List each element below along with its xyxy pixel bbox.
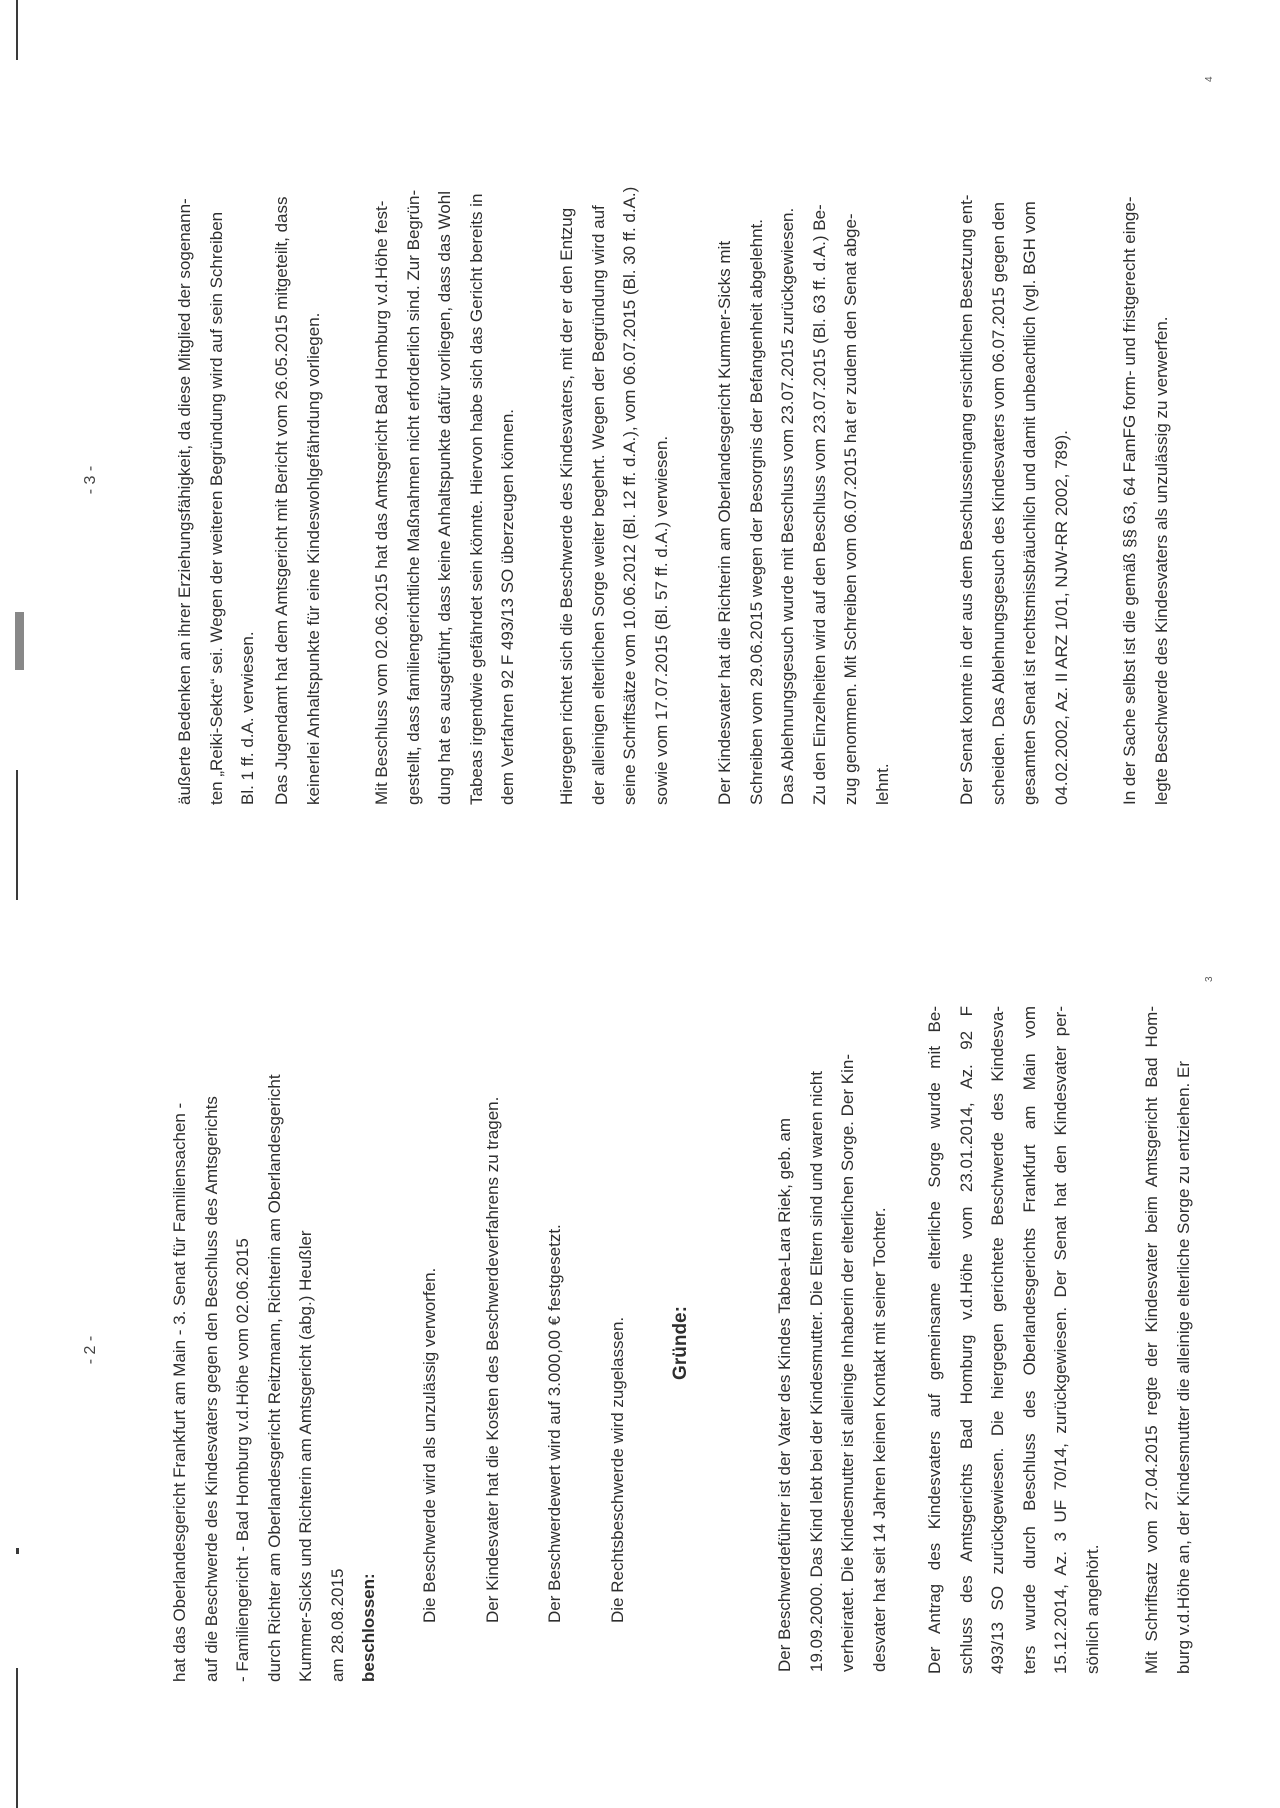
paragraph [477,1097,509,1623]
text-line: Der Beschwerdewert wird auf 3.000,00 € festgesetzt. [545,1224,564,1623]
text-line: - Familiengericht - Bad Homburg v.d.Höhe vom 02.06.2015 [233,1238,252,1682]
text-line: auf die Beschwerde des Kindesvaters gegen den Beschluss des Amtsgerichts [201,1096,221,1682]
paragraph [769,1054,895,1672]
paragraph [1136,1006,1199,1674]
text-line: 493/13 SO zurückgewiesen. Die hiergegen gerichtete Beschwerde des Kindesva- [988,1006,1007,1674]
paragraph [414,1268,446,1623]
text-line: Die Beschwerde wird als unzulässig verworfen. [420,1267,439,1623]
page-header: - 2 - [82,1335,99,1365]
text-line: Bl. 1 ff. d.A. verwiesen. [238,631,257,805]
text-line: keinerlei Anhaltspunkte für eine Kindeswohlgefährdung vorliegen. [303,312,323,805]
text-line: am 28.08.2015 [327,1568,347,1682]
paragraph [602,1317,634,1623]
text-line: der alleinigen elterlichen Sorge weiter begehrt. Wegen der Begründung wird auf [588,205,608,805]
text-line: lehnt. [872,763,892,805]
text-line: Der Kindesvater hat die Richterin am Oberlandesgericht Kummer-Sicks mit [715,240,734,805]
paragraph [539,1224,571,1623]
text-line: durch Richter am Oberlandesgericht Reitzmann, Richterin am Oberlandesgericht [264,1074,284,1682]
text-line: dung hat es ausgeführt, dass keine Anhaltspunkte dafür vorliegen, dass das Wohl [435,191,454,805]
text-line: sönlich angehört. [1082,1544,1102,1674]
text-line: dem Verfahren 92 F 493/13 SO überzeugen können. [498,409,517,805]
text-line: Der Antrag des Kindesvaters auf gemeinsame elterliche Sorge wurde mit Be- [925,1006,944,1674]
page-header: - 3 - [82,465,99,495]
text-line: Mit Beschluss vom 02.06.2015 hat das Amtsgericht Bad Homburg v.d.Höhe fest- [372,200,391,805]
text-line: burg v.d.Höhe an, der Kindesmutter die alleinige elterliche Sorge zu entziehen. Er [1173,1061,1193,1674]
text-line: Mit Schriftsatz vom 27.04.2015 regte der Kindesvater beim Amtsgericht Bad Hom- [1142,1006,1161,1674]
text-line: desvater hat seit 14 Jahren keinen Kontakt mit seiner Tochter. [869,1207,889,1672]
text-line: scheiden. Das Ablehnungsgesuch des Kindesvaters vom 06.07.2015 gegen den [988,202,1008,805]
text-line: beschlossen: [359,1573,378,1682]
text-line: zug genommen. Mit Schreiben vom 06.07.2015 hat er zudem den Senat abge- [841,213,860,805]
text-line: verheiratet. Die Kindesmutter ist alleinige Inhaberin der elterlichen Sorge. Der Kin- [838,1054,857,1672]
text-line: hat das Oberlandesgericht Frankfurt am Main - 3. Senat für Familiensachen - [170,1102,189,1682]
paragraph [164,1074,385,1682]
paragraph [951,195,1077,805]
text-line: gesamten Senat ist rechtsmissbräuchlich und damit unbeachtlich (vgl. BGH vom [1020,201,1039,805]
paragraph [266,196,329,805]
text-line: Das Ablehnungsgesuch wurde mit Beschluss vom 23.07.2015 zurückgewiesen. [778,207,797,805]
text-line: Tabeas irgendwie gefährdet sein könnte. Hiervon habe sich das Gericht bereits in [466,193,486,805]
text-line: 04.02.2002, Az. II ARZ 1/01, NJW-RR 2002, 789). [1051,430,1071,805]
text-line: sowie vom 17.07.2015 (Bl. 57 ff. d.A.) verwiesen. [651,435,671,805]
text-line: Schreiben vom 29.06.2015 wegen der Besorgnis der Befangenheit abgelehnt. [746,219,766,805]
text-line: Zu den Einzelheiten wird auf den Beschluss vom 23.07.2015 (Bl. 63 ff. d.A.) Be- [809,204,829,805]
paragraph [1114,196,1177,805]
paragraph [366,190,524,805]
text-line: Die Rechtsbeschwerde wird zugelassen. [608,1316,627,1623]
text-line: 15.12.2014, Az. 3 UF 70/14, zurückgewiesen. Der Senat hat den Kindesvater per- [1051,1006,1070,1674]
paragraph [551,187,677,805]
text-line: Der Kindesvater hat die Kosten des Beschwerdeverfahrens zu tragen. [483,1096,502,1623]
text-line: gestellt, dass familiengerichtliche Maßnahmen nicht erforderlich sind. Zur Begrün- [403,189,423,805]
text-line: äußerte Bedenken an ihrer Erziehungsfähigkeit, da diese Mitglied der sogenann- [175,198,194,805]
text-line: 19.09.2000. Das Kind lebt bei der Kindesmutter. Die Eltern sind und waren nicht [806,1070,826,1672]
text-line: In der Sache selbst ist die gemäß §§ 63, 64 FamFG form- und fristgerecht einge- [1120,196,1139,805]
page-number: 3 [1204,976,1215,982]
text-line: Das Jugendamt hat dem Amtsgericht mit Bericht vom 26.05.2015 mitgeteilt, dass [272,196,291,805]
section-heading: Gründe: [670,1306,691,1380]
page-number: 4 [1204,76,1215,82]
text-line: ters wurde durch Beschluss des Oberlandesgerichts Frankfurt am Main vom [1019,1006,1039,1674]
paragraph [169,198,264,805]
text-line: legte Beschwerde des Kindesvaters als unzulässig zu verwerfen. [1151,316,1171,805]
paragraph [709,204,898,805]
text-line: schluss des Amtsgerichts Bad Homburg v.d.Höhe vom 23.01.2014, Az. 92 F [956,1006,976,1674]
text-line: seine Schriftsätze vom 10.06.2012 (Bl. 12 ff. d.A.), vom 06.07.2015 (Bl. 30 ff. d.A.) [620,186,639,805]
paragraph [919,1006,1108,1674]
text-line: Der Beschwerdeführer ist der Vater des Kindes Tabea-Lara Riek, geb. am [775,1117,794,1672]
text-line: Der Senat konnte in der aus dem Beschlusseingang ersichtlichen Besetzung ent- [957,194,976,805]
text-line: ten „Reiki-Sekte“ sei. Wegen der weiteren Begründung wird auf sein Schreiben [206,211,226,805]
text-line: Kummer-Sicks und Richterin am Amtsgericht (abg.) Heußler [296,1230,315,1682]
text-line: Hiergegen richtet sich die Beschwerde des Kindesvaters, mit der er den Entzug [557,207,576,805]
